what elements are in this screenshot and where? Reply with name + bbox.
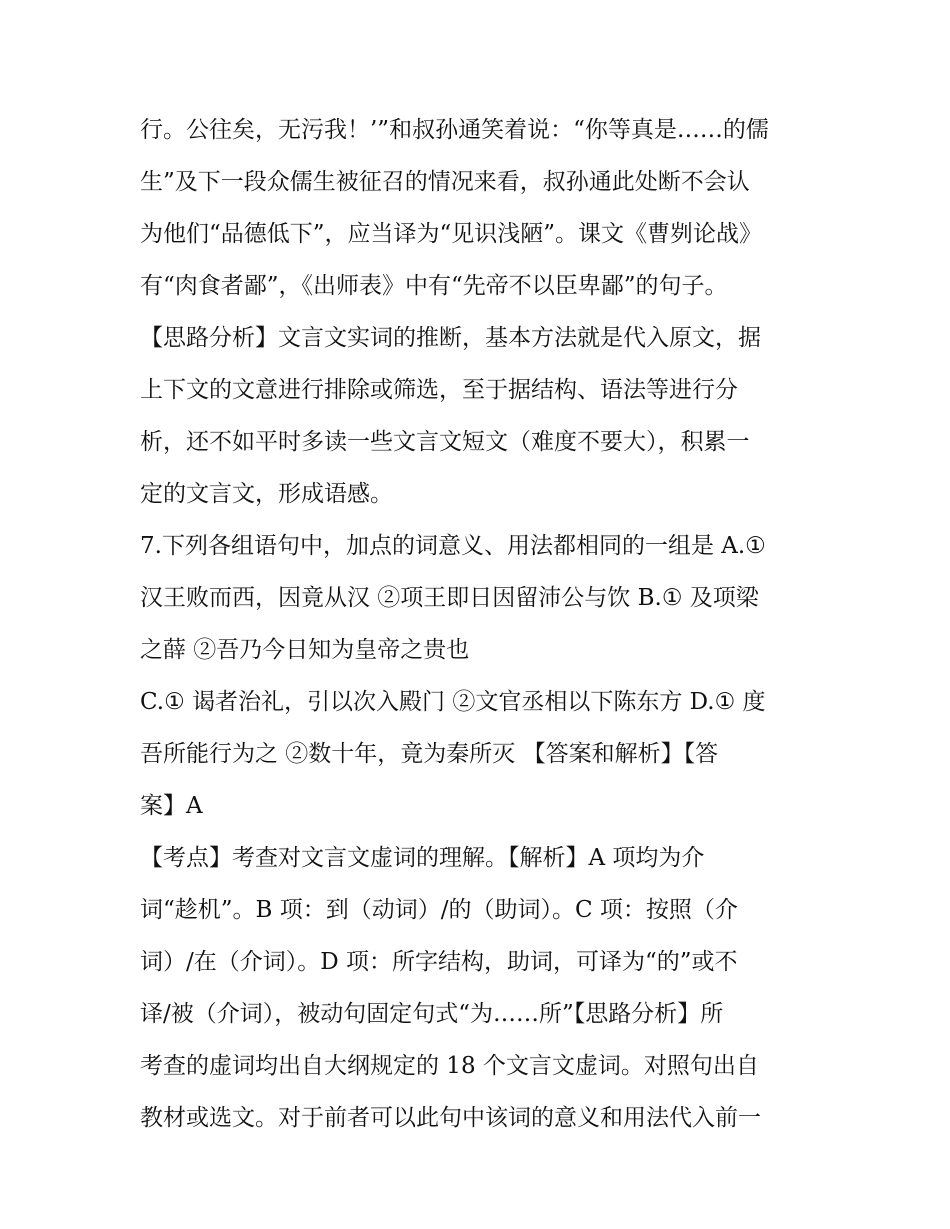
question-line: 汉王败而西，因竟从汉 ②项王即日因留沛公与饮 B.① 及项梁 (140, 585, 759, 611)
question-line: 7.下列各组语句中，加点的词意义、用法都相同的一组是 A.① (140, 533, 766, 559)
analysis-line: 词“趁机”。B 项：到（动词）/的（助词）。C 项：按照（介 (140, 897, 738, 923)
text-line: 行。公往矣，无污我！’”和叔孙通笑着说：“你等真是……的儒 (140, 117, 769, 143)
analysis-line: 教材或选文。对于前者可以此句中该词的意义和用法代入前一 (140, 1105, 761, 1131)
text-line: 上下文的文意进行排除或筛选，至于据结构、语法等进行分 (140, 377, 738, 403)
analysis-line: 词）/在（介词）。D 项：所字结构，助词，可译为“的”或不 (140, 949, 738, 975)
text-line: 有“肉食者鄙”，《出师表》中有“先帝不以臣卑鄙”的句子。 (140, 273, 728, 299)
answer-line: 案】A (140, 793, 203, 819)
question-line: 吾所能行为之 ②数十年，竟为秦所灭 【答案和解析】【答 (140, 741, 719, 767)
analysis-line: 考查的虚词均出自大纲规定的 18 个文言文虚词。对照句出自 (140, 1053, 759, 1079)
body-text (140, 104, 820, 1144)
text-line: 定的文言文，形成语感。 (140, 481, 393, 507)
question-line: 之薛 ②吾乃今日知为皇帝之贵也 (140, 637, 470, 663)
text-line: 生”及下一段众儒生被征召的情况来看，叔孙通此处断不会认 (140, 169, 750, 195)
text-line: 为他们“品德低下”，应当译为“见识浅陋”。课文《曹刿论战》 (140, 221, 763, 247)
analysis-line: 译/被（介词），被动句固定句式“为……所”【思路分析】所 (140, 1001, 724, 1027)
analysis-line: 【考点】考查对文言文虚词的理解。【解析】A 项均为介 (140, 845, 705, 871)
text-line: 析，还不如平时多读一些文言文短文（难度不要大），积累一 (140, 429, 750, 455)
text-line: 【思路分析】文言文实词的推断，基本方法就是代入原文，据 (140, 325, 761, 351)
question-line: C.① 谒者治礼，引以次入殿门 ②文官丞相以下陈东方 D.① 度 (140, 689, 766, 715)
